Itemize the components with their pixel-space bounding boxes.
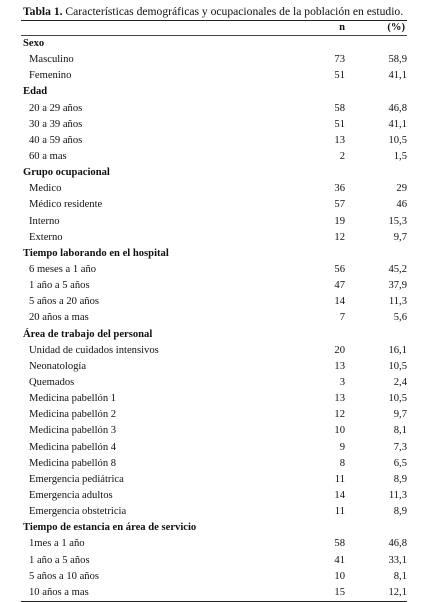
row-pct: 7,3 [393,441,407,453]
row-label: Medicina pabellón 8 [29,457,117,469]
table-header-row [21,21,407,35]
section-header-row [21,165,407,181]
row-label: Medicina pabellón 4 [29,441,117,453]
row-n: 41 [334,554,345,566]
row-label: Quemados [29,376,75,388]
row-pct: 2,4 [393,376,407,388]
row-pct: 46,8 [388,102,407,114]
table-row [21,456,407,472]
row-pct: 10,5 [388,134,407,146]
row-pct: 11,3 [388,489,407,501]
row-n: 13 [334,360,345,372]
row-pct: 11,3 [388,296,407,308]
table-caption-text: Características demográficas y ocupacionales de la población en estudio. [62,5,404,18]
table-row [21,440,407,456]
row-n: 9 [339,441,345,453]
row-n: 51 [334,70,345,82]
document-table-page [21,4,407,602]
section-title: Área de trabajo del personal [23,328,153,340]
table-row [21,181,407,197]
row-label: Medicina pabellón 2 [29,409,117,421]
table-row [21,149,407,165]
row-pct: 33,1 [388,554,407,566]
row-label: 10 años a mas [29,586,89,598]
table-row [21,472,407,488]
row-n: 10 [334,570,345,582]
row-label: 40 a 59 años [29,134,83,146]
header-pct: (%) [387,22,405,33]
section-header-row [21,36,407,52]
row-label: Unidad de cuidados intensivos [29,344,159,356]
table-row [21,536,407,552]
row-label: Emergencia adultos [29,489,113,501]
row-label: 60 a mas [29,150,67,162]
table-row [21,214,407,230]
table-row [21,504,407,520]
row-pct: 8,9 [393,506,407,518]
row-label: Femenino [29,70,72,82]
table-row [21,133,407,149]
row-label: Medico [29,183,62,195]
row-pct: 46,8 [388,538,407,550]
row-label: Emergencia pediátrica [29,473,124,485]
row-label: Neonatología [29,360,87,372]
table-row [21,359,407,375]
table-row [21,375,407,391]
row-n: 12 [334,231,345,243]
row-pct: 37,9 [388,280,407,292]
table-row [21,407,407,423]
row-n: 58 [334,102,345,114]
row-pct: 41,1 [388,70,407,82]
row-n: 13 [334,393,345,405]
row-pct: 29 [396,183,407,195]
row-label: 20 a 29 años [29,102,83,114]
section-title: Grupo ocupacional [23,167,110,179]
row-pct: 9,7 [393,409,407,421]
section-header-row [21,520,407,536]
row-label: Medicina pabellón 1 [29,393,117,405]
table-row [21,553,407,569]
table-row [21,488,407,504]
row-label: 1 año a 5 años [29,280,90,292]
row-pct: 6,5 [393,457,407,469]
header-n: n [339,22,345,33]
row-n: 47 [334,280,345,292]
table-row [21,197,407,213]
row-label: Externo [29,231,63,243]
row-n: 15 [334,586,345,598]
row-pct: 9,7 [393,231,407,243]
row-n: 14 [334,489,345,501]
section-header-row [21,84,407,100]
row-pct: 12,1 [388,586,407,598]
row-pct: 58,9 [388,54,407,66]
section-title: Tiempo laborando en el hospital [23,247,169,259]
section-title: Edad [23,86,48,98]
row-pct: 8,1 [393,425,407,437]
row-pct: 5,6 [393,312,407,324]
row-n: 56 [334,263,345,275]
row-pct: 16,1 [388,344,407,356]
row-n: 51 [334,118,345,130]
section-header-row [21,246,407,262]
section-header-row [21,327,407,343]
row-n: 8 [339,457,345,469]
row-label: Médico residente [29,199,103,211]
row-pct: 8,9 [393,473,407,485]
table-row [21,310,407,326]
row-label: Interno [29,215,60,227]
row-pct: 46 [396,199,407,211]
table-row [21,117,407,133]
table-row [21,391,407,407]
row-n: 3 [339,376,345,388]
table-row [21,423,407,439]
row-n: 11 [334,506,345,518]
row-label: Emergencia obstetricia [29,506,127,518]
section-title: Sexo [23,38,45,49]
table-caption-label: Tabla 1. [23,5,63,18]
table-row [21,294,407,310]
row-label: 5 años a 20 años [29,296,100,308]
row-pct: 15,3 [388,215,407,227]
table-caption [21,4,407,20]
row-pct: 45,2 [388,263,407,275]
row-n: 13 [334,134,345,146]
row-label: 6 meses a 1 año [29,263,97,275]
table-body [21,36,407,601]
row-label: 20 años a mas [29,312,89,324]
row-n: 7 [339,312,345,324]
row-n: 14 [334,296,345,308]
row-n: 11 [334,473,345,485]
row-label: 1mes a 1 año [29,538,85,550]
table-row [21,68,407,84]
row-n: 73 [334,54,345,66]
row-pct: 10,5 [388,393,407,405]
table-row [21,262,407,278]
table-row [21,278,407,294]
row-n: 36 [334,183,345,195]
table-row [21,230,407,246]
row-pct: 10,5 [388,360,407,372]
table-row [21,343,407,359]
row-label: Masculino [29,54,74,66]
row-label: 30 a 39 años [29,118,83,130]
table-row [21,569,407,585]
row-n: 10 [334,425,345,437]
row-label: 5 años a 10 años [29,570,100,582]
table-row [21,101,407,117]
row-n: 20 [334,344,345,356]
row-pct: 1,5 [393,150,407,162]
row-pct: 8,1 [393,570,407,582]
row-n: 58 [334,538,345,550]
section-title: Tiempo de estancia en área de servicio [23,522,197,534]
row-n: 57 [334,199,345,211]
row-label: Medicina pabellón 3 [29,425,117,437]
row-label: 1 año a 5 años [29,554,90,566]
row-n: 12 [334,409,345,421]
row-n: 2 [339,150,345,162]
row-n: 19 [334,215,345,227]
row-pct: 41,1 [388,118,407,130]
table-row [21,52,407,68]
